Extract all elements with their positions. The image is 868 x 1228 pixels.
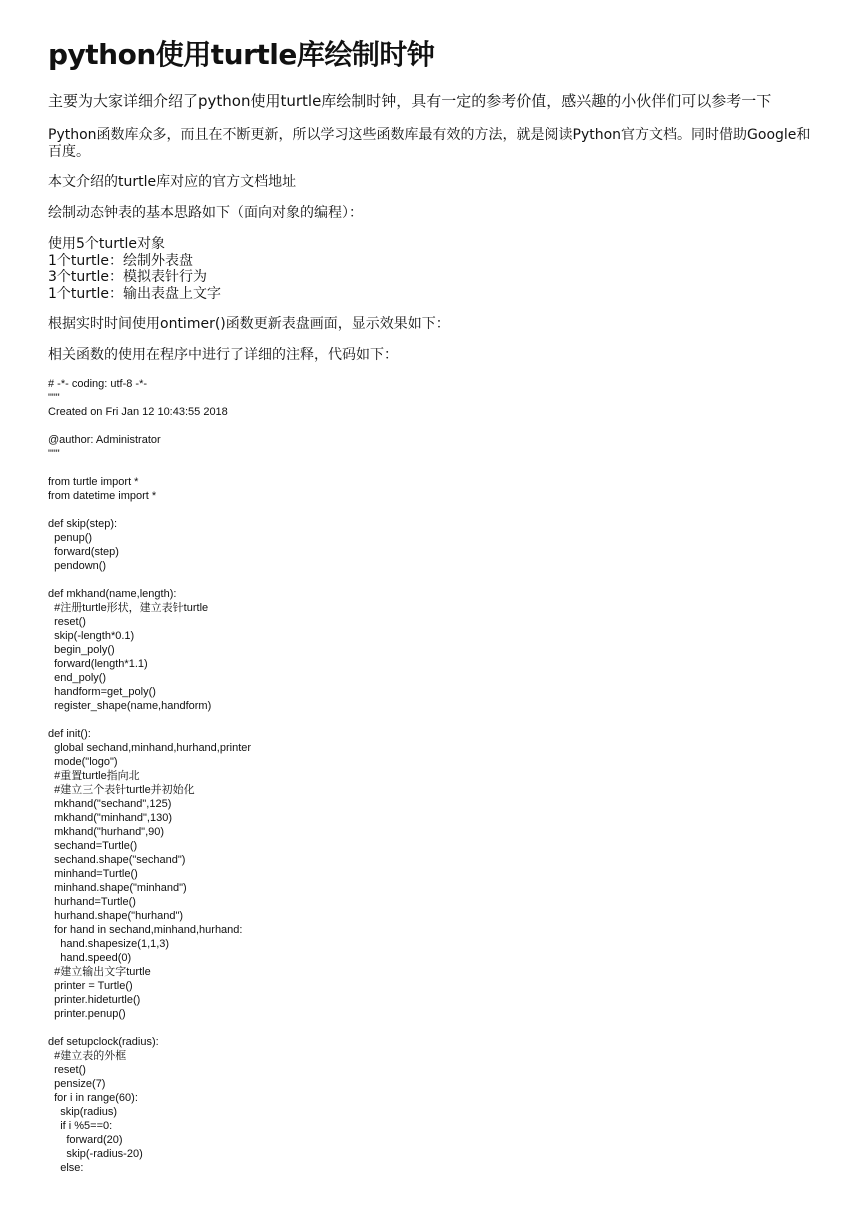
turtle-list (48, 236, 818, 302)
code-line: mkhand("minhand",130) (48, 812, 172, 824)
code-line: #建立输出文字turtle (48, 966, 151, 978)
code-line: def setupclock(radius): (48, 1036, 159, 1048)
code-line: def init(): (48, 728, 91, 740)
code-line: from turtle import * (48, 476, 139, 488)
code-line: #重置turtle指向北 (48, 770, 140, 782)
code-line (48, 419, 818, 433)
code-line: else: (48, 1162, 84, 1174)
turtle-list-item: 使用5个turtle对象 (48, 236, 166, 252)
code-line: #注册turtle形状，建立表针turtle (48, 602, 209, 614)
code-line: if i %5==0: (48, 1120, 113, 1132)
code-line: forward(20) (48, 1134, 123, 1146)
code-line: for hand in sechand,minhand,hurhand: (48, 924, 243, 936)
code-line: forward(step) (48, 546, 119, 558)
code-line (48, 1021, 818, 1035)
code-line: register_shape(name,handform) (48, 700, 212, 712)
code-line: printer.hideturtle() (48, 994, 141, 1006)
code-line: #建立表的外框 (48, 1050, 127, 1062)
lead-paragraph: 主要为大家详细介绍了python使用turtle库绘制时钟，具有一定的参考价值，感兴趣的小伙伴们可以参考一下 (48, 92, 772, 110)
code-line: printer.penup() (48, 1008, 126, 1020)
code-line: begin_poly() (48, 644, 115, 656)
page-title: python使用turtle库绘制时钟 (48, 38, 435, 71)
code-line: hurhand.shape("hurhand") (48, 910, 184, 922)
approach-paragraph: 绘制动态钟表的基本思路如下（面向对象的编程）： (48, 205, 363, 221)
code-line: @author: Administrator (48, 434, 161, 446)
code-line: for i in range(60): (48, 1092, 138, 1104)
code-line: printer = Turtle() (48, 980, 133, 992)
code-line: global sechand,minhand,hurhand,printer (48, 742, 252, 754)
code-line (48, 573, 818, 587)
code-line: sechand=Turtle() (48, 840, 138, 852)
code-line: def skip(step): (48, 518, 118, 530)
code-line: pensize(7) (48, 1078, 106, 1090)
code-line: forward(length*1.1) (48, 658, 148, 670)
code-line (48, 461, 818, 475)
code-line: hand.shapesize(1,1,3) (48, 938, 170, 950)
code-line: end_poly() (48, 672, 107, 684)
code-block (48, 377, 818, 1175)
code-line: mode("logo") (48, 756, 118, 768)
code-line: from datetime import * (48, 490, 157, 502)
code-line: reset() (48, 616, 86, 628)
code-line: penup() (48, 532, 93, 544)
doc-link-paragraph: 本文介绍的turtle库对应的官方文档地址 (48, 174, 297, 190)
code-line: mkhand("sechand",125) (48, 798, 172, 810)
update-paragraph: 根据实时时间使用ontimer()函数更新表盘画面，显示效果如下： (48, 316, 450, 332)
code-line: skip(-length*0.1) (48, 630, 135, 642)
code-line: minhand.shape("minhand") (48, 882, 187, 894)
code-line (48, 503, 818, 517)
code-line: reset() (48, 1064, 86, 1076)
code-line: Created on Fri Jan 12 10:43:55 2018 (48, 406, 228, 418)
code-line: # -*- coding: utf-8 -*- (48, 378, 148, 390)
code-line: """ (48, 392, 60, 404)
code-line (48, 713, 818, 727)
code-line: hand.speed(0) (48, 952, 132, 964)
code-line: handform=get_poly() (48, 686, 156, 698)
code-line: pendown() (48, 560, 107, 572)
turtle-list-item: 1个turtle：绘制外表盘 (48, 252, 194, 269)
code-line: sechand.shape("sechand") (48, 854, 186, 866)
turtle-list-item: 3个turtle：模拟表针行为 (48, 269, 208, 285)
code-line: """ (48, 448, 60, 460)
code-line: mkhand("hurhand",90) (48, 826, 165, 838)
code-line: #建立三个表针turtle并初始化 (48, 784, 195, 796)
code-line: skip(-radius-20) (48, 1148, 143, 1160)
turtle-list-item: 1个turtle：输出表盘上文字 (48, 285, 222, 302)
code-line: def mkhand(name,length): (48, 588, 177, 600)
code-line: skip(radius) (48, 1106, 118, 1118)
intro-paragraph: Python函数库众多，而且在不断更新，所以学习这些函数库最有效的方法，就是阅读Python官方文档。同时借助Google和百度。 (48, 127, 811, 160)
code-line: minhand=Turtle() (48, 868, 138, 880)
code-line: hurhand=Turtle() (48, 896, 136, 908)
code-intro-paragraph: 相关函数的使用在程序中进行了详细的注释，代码如下： (48, 347, 398, 363)
